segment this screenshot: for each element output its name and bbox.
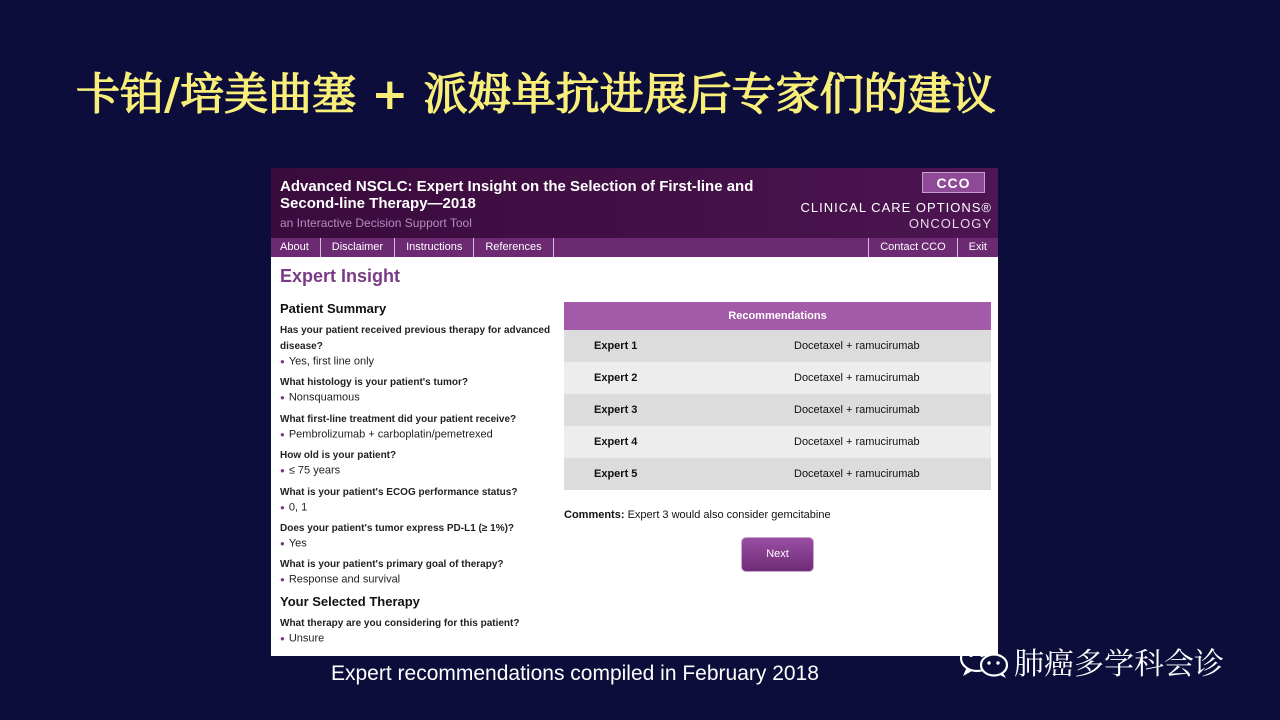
app-banner: [271, 168, 998, 238]
comments-text: Expert 3 would also consider gemcitabine: [627, 509, 831, 521]
app-screenshot: [271, 168, 998, 656]
logo-name-line2: ONCOLOGY: [908, 216, 992, 231]
summary-answer: ● Response and survival: [280, 573, 401, 586]
bullet-icon: ●: [280, 357, 285, 366]
summary-answer: ● Yes, first line only: [280, 355, 375, 368]
therapy-cell: Docetaxel + ramucirumab: [734, 362, 991, 394]
therapy-cell: Docetaxel + ramucirumab: [734, 394, 991, 426]
nav-exit[interactable]: Exit: [957, 238, 998, 257]
top-nav: [271, 238, 998, 257]
expert-cell: Expert 1: [564, 330, 734, 362]
comments: [564, 509, 831, 521]
bullet-icon: ●: [280, 633, 285, 643]
expert-cell: Expert 2: [564, 362, 734, 394]
summary-question: Has your patient received previous therapy for advanced disease?: [280, 325, 551, 352]
summary-question: What first-line treatment did your patient receive?: [280, 413, 517, 425]
summary-answer: ● ≤ 75 years: [280, 464, 341, 477]
therapy-cell: Docetaxel + ramucirumab: [734, 330, 991, 362]
table-row: [564, 426, 991, 458]
therapy-question: What therapy are you considering for this patient?: [280, 617, 520, 629]
table-row: [564, 458, 991, 490]
summary-answer: ● Nonsquamous: [280, 391, 360, 404]
nav-contact[interactable]: Contact CCO: [868, 238, 956, 257]
app-subtitle: an Interactive Decision Support Tool: [280, 216, 472, 230]
patient-summary-heading: Patient Summary: [280, 301, 387, 316]
therapy-cell: Docetaxel + ramucirumab: [734, 426, 991, 458]
summary-question: What is your patient's primary goal of therapy?: [280, 559, 504, 571]
summary-question: How old is your patient?: [280, 450, 397, 462]
nav-instructions[interactable]: Instructions: [395, 238, 474, 257]
bullet-icon: ●: [280, 429, 285, 439]
therapy-cell: Docetaxel + ramucirumab: [734, 458, 991, 490]
selected-therapy-heading: Your Selected Therapy: [280, 593, 420, 609]
page-title: Expert Insight: [280, 266, 401, 286]
wechat-account-name: 肺癌多学科会诊: [1014, 647, 1224, 682]
expert-cell: Expert 5: [564, 458, 734, 490]
slide-title: 卡铂/培美曲塞 + 派姆单抗进展后专家们的建议: [76, 69, 996, 120]
bullet-icon: ●: [280, 502, 285, 512]
wechat-watermark: [958, 642, 1224, 680]
next-button[interactable]: Next: [741, 537, 814, 572]
summary-question: What histology is your patient's tumor?: [280, 377, 468, 389]
logo-name-line1: CLINICAL CARE OPTIONS®: [800, 200, 992, 215]
slide-caption: Expert recommendations compiled in February 2018: [331, 662, 819, 685]
nav-about[interactable]: About: [271, 238, 321, 257]
summary-answer: ● 0, 1: [280, 501, 308, 514]
nav-references[interactable]: References: [474, 238, 553, 257]
recommendations-table: [564, 302, 991, 490]
summary-answer: ● Pembrolizumab + carboplatin/pemetrexed: [280, 428, 493, 441]
logo-name: [801, 200, 992, 232]
nav-disclaimer[interactable]: Disclaimer: [321, 238, 395, 257]
app-title: Advanced NSCLC: Expert Insight on the Selection of First-line and Second-line Therapy—2018: [280, 178, 754, 212]
comments-label: Comments:: [564, 509, 625, 521]
expert-cell: Expert 4: [564, 426, 734, 458]
bullet-icon: ●: [280, 575, 285, 585]
wechat-icon: [958, 643, 1012, 679]
bullet-icon: ●: [280, 539, 285, 549]
summary-answer: ● Yes: [280, 537, 307, 550]
bullet-icon: ●: [280, 466, 285, 476]
table-row: [564, 362, 991, 394]
summary-question: What is your patient's ECOG performance status?: [280, 486, 518, 498]
table-row: [564, 330, 991, 362]
bullet-icon: ●: [280, 393, 285, 403]
patient-summary-panel: [280, 301, 560, 652]
cco-logo-icon: [922, 172, 985, 193]
expert-cell: Expert 3: [564, 394, 734, 426]
recommendations-header: Recommendations: [564, 302, 991, 330]
summary-question: Does your patient's tumor express PD-L1 (≥ 1%)?: [280, 523, 515, 535]
table-row: [564, 394, 991, 426]
therapy-answer: ● Unsure: [280, 632, 325, 645]
logo-mark: CCO: [936, 174, 971, 191]
